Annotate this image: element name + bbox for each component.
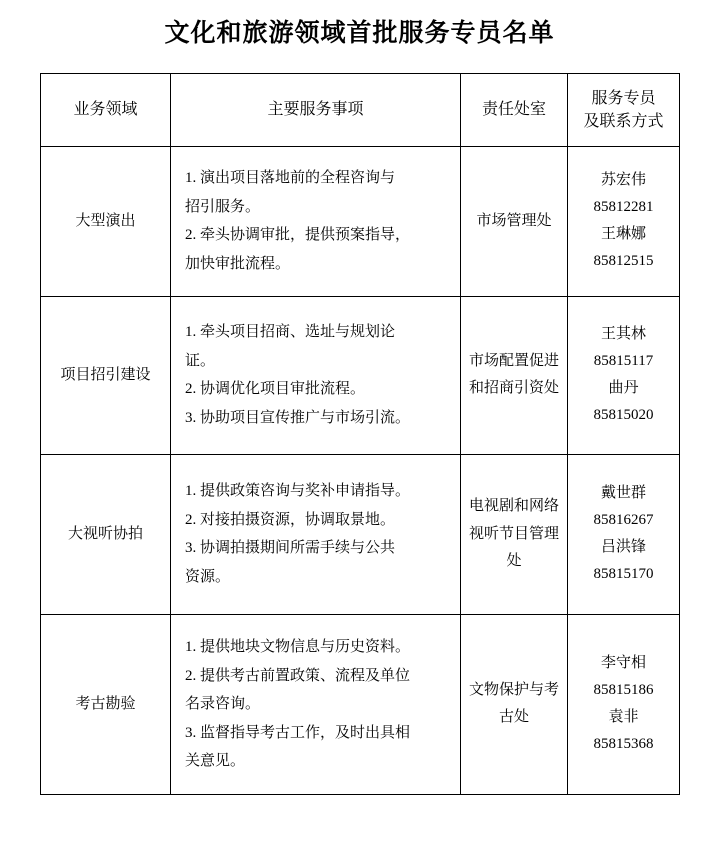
- item-line: 招引服务。: [185, 198, 261, 215]
- item-line: 加快审批流程。: [185, 255, 291, 272]
- page-title: 文化和旅游领域首批服务专员名单: [164, 18, 555, 47]
- document-page: [0, 17, 719, 868]
- staff-phone: 85815368: [593, 736, 654, 753]
- cell-office: 市场管理处: [461, 146, 568, 296]
- staff-name: 曲丹: [608, 380, 639, 397]
- item-line: 名录咨询。: [185, 696, 261, 713]
- item-line: 1. 提供地块文物信息与历史资料。: [185, 639, 411, 656]
- table-row: [41, 296, 680, 454]
- staff-name: 王其林: [600, 326, 646, 343]
- cell-staff: [568, 454, 680, 614]
- service-staff-table: [40, 73, 680, 795]
- table-header: [41, 73, 680, 146]
- table-row: [41, 614, 680, 794]
- item-line: 3. 监督指导考古工作，及时出具相: [185, 724, 411, 741]
- item-line: 关意见。: [185, 753, 246, 770]
- cell-office: 电视剧和网络视听节目管理处: [461, 454, 568, 614]
- column-header-office: 责任处室: [461, 73, 568, 146]
- cell-staff: [568, 146, 680, 296]
- staff-phone: 85816267: [593, 512, 654, 529]
- column-header-staff-line1: 服务专员: [591, 89, 656, 107]
- table-row: [41, 146, 680, 296]
- item-line: 资源。: [185, 568, 231, 585]
- item-line: 2. 牵头协调审批，提供预案指导，: [185, 227, 411, 244]
- column-header-staff: [568, 73, 680, 146]
- cell-office: 市场配置促进和招商引资处: [461, 296, 568, 454]
- table-header-row: [41, 73, 680, 146]
- cell-office: 文物保护与考古处: [461, 614, 568, 794]
- staff-phone: 85815020: [593, 407, 654, 424]
- item-line: 2. 提供考古前置政策、流程及单位: [185, 667, 411, 684]
- staff-name: 王琳娜: [600, 226, 646, 243]
- cell-domain: 大型演出: [41, 146, 171, 296]
- staff-phone: 85812281: [593, 199, 654, 216]
- staff-name: 袁非: [608, 709, 639, 726]
- column-header-items: 主要服务事项: [171, 73, 461, 146]
- staff-phone: 85815186: [593, 682, 654, 699]
- cell-items: [171, 454, 461, 614]
- item-line: 3. 协调拍摄期间所需手续与公共: [185, 540, 396, 557]
- item-line: 1. 提供政策咨询与奖补申请指导。: [185, 483, 411, 500]
- column-header-staff-line2: 及联系方式: [583, 112, 664, 130]
- staff-phone: 85815117: [593, 353, 654, 370]
- cell-items: [171, 614, 461, 794]
- item-line: 2. 对接拍摄资源，协调取景地。: [185, 511, 396, 528]
- staff-name: 吕洪锋: [600, 539, 646, 556]
- item-line: 3. 协助项目宣传推广与市场引流。: [185, 409, 411, 426]
- item-line: 1. 牵头项目招商、选址与规划论: [185, 324, 396, 341]
- cell-domain: 大视听协拍: [41, 454, 171, 614]
- table-row: [41, 454, 680, 614]
- cell-staff: [568, 296, 680, 454]
- cell-items: [171, 146, 461, 296]
- staff-name: 李守相: [600, 655, 646, 672]
- staff-name: 苏宏伟: [600, 172, 646, 189]
- table-body: [41, 146, 680, 794]
- staff-phone: 85812515: [593, 253, 654, 270]
- cell-domain: 项目招引建设: [41, 296, 171, 454]
- item-line: 证。: [185, 352, 216, 369]
- staff-name: 戴世群: [600, 485, 646, 502]
- staff-phone: 85815170: [593, 566, 654, 583]
- cell-staff: [568, 614, 680, 794]
- item-line: 1. 演出项目落地前的全程咨询与: [185, 170, 396, 187]
- cell-domain: 考古勘验: [41, 614, 171, 794]
- cell-items: [171, 296, 461, 454]
- item-line: 2. 协调优化项目审批流程。: [185, 381, 366, 398]
- column-header-domain: 业务领域: [41, 73, 171, 146]
